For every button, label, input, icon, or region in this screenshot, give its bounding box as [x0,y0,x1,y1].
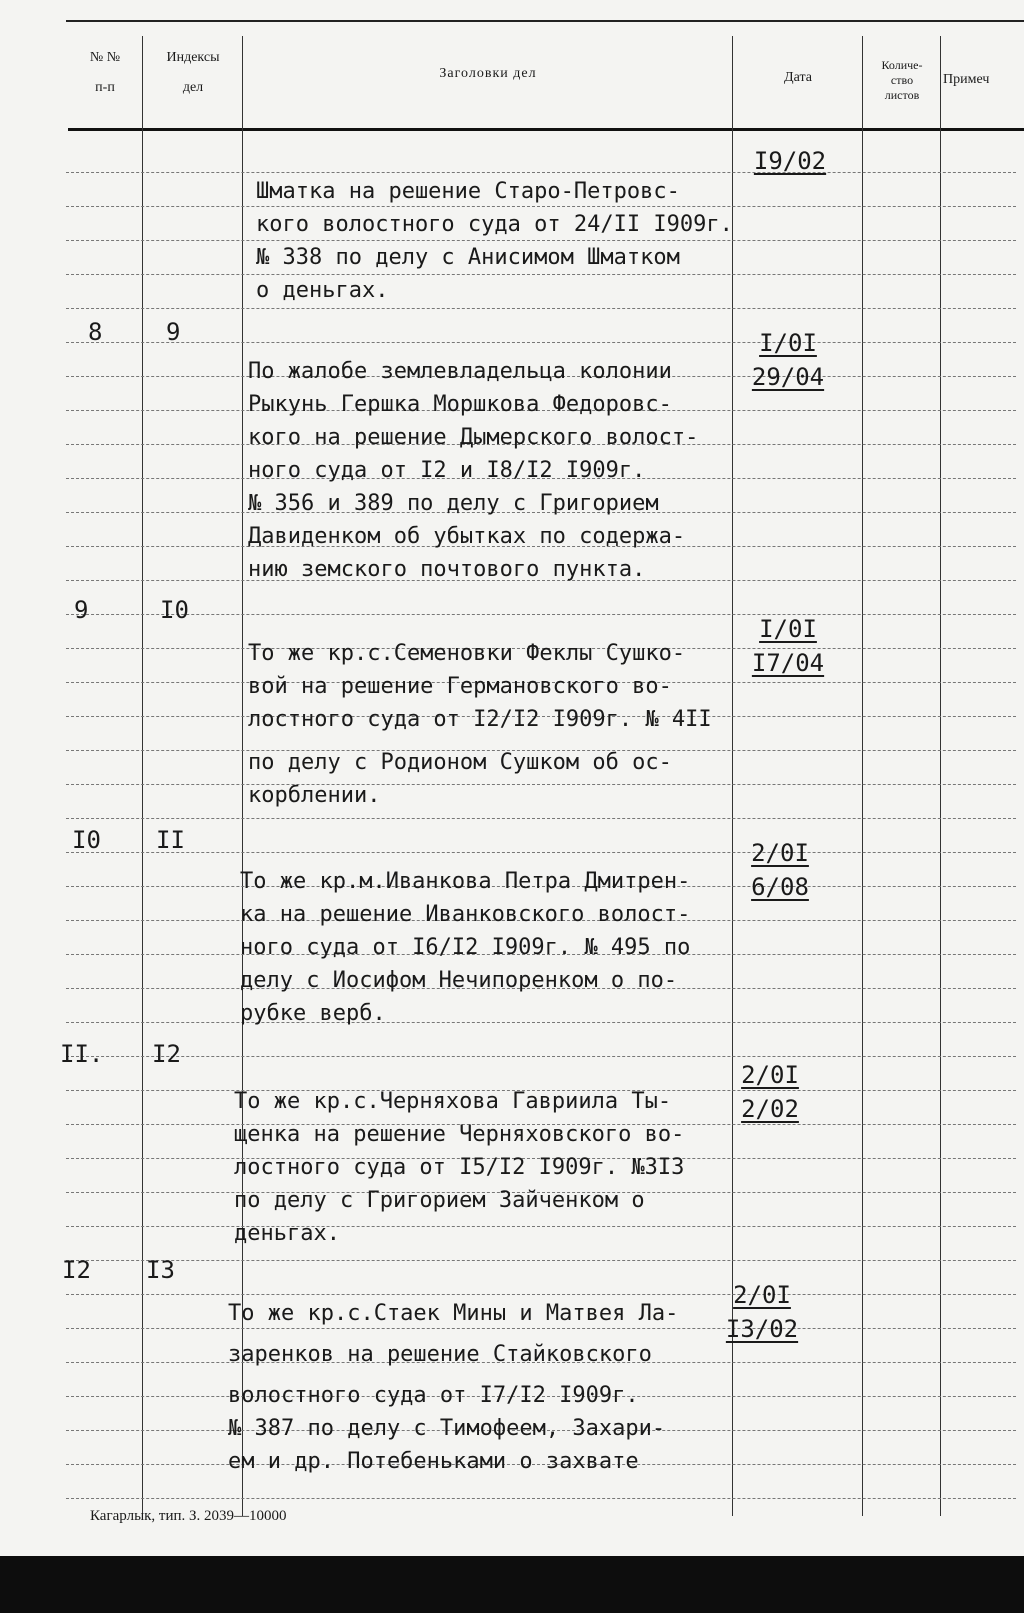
scan-edge [0,1556,1024,1613]
entry-line: Шматка на решение Старо-Петровс- [256,179,680,204]
entry-line: То же кр.с.Стаек Мины и Матвея Ла- [228,1301,679,1326]
header-col-count [862,36,941,128]
header-notes-text: Примеч [943,72,990,87]
entry-line: То же кр.м.Иванкова Петра Дмитрен- [240,869,691,894]
top-rule [66,20,1024,22]
header-num-line1: № № [89,50,121,65]
entry-line: По жалобе землевладельца колонии [248,359,672,384]
entry-title [248,604,712,845]
entry-number: 9 [74,596,89,624]
entry-dates [738,326,838,394]
date-start: 2/0I [733,1281,791,1309]
entry-title [240,832,690,1063]
entry-title [248,322,698,619]
entry-dates [740,144,840,178]
header-num-line2: п-п [95,80,115,95]
header-col-title [242,36,733,128]
date-end: 6/08 [751,873,809,901]
entry-dates [738,612,838,680]
entry-line: № 356 и 389 по делу с Григорием [248,491,659,516]
entry-line: щенка на решение Черняховского во- [234,1122,685,1147]
entry-line: нию земского почтового пункта. [248,557,646,582]
date-start: I/0I [759,329,817,357]
date-end: 2/02 [741,1095,799,1123]
entry-line: То же кр.с.Семеновки Феклы Сушко- [248,641,686,666]
entry-index: I2 [152,1040,181,1068]
entry-dates [720,1058,820,1126]
entry-line: ного суда от I2 и I8/I2 I909г. [248,458,646,483]
entry-line: № 338 по делу с Анисимом Шматком [256,245,680,270]
header-col-index [142,36,243,128]
entry-line: заренков на решение Стайковского [228,1342,652,1367]
entry-title [256,142,733,340]
header-date-text: Дата [784,70,812,85]
table-header [68,36,1024,131]
entry-line: делу с Иосифом Нечипоренком о по- [240,968,678,993]
entry-number: I2 [62,1256,91,1284]
entry-line: ем и др. Потебеньками о захвате [228,1449,639,1474]
header-count-line3: листов [884,88,920,102]
header-title-text: Заголовки дел [439,66,537,81]
entry-line: кого на решение Дымерского волост- [248,425,699,450]
entry-dates [730,836,830,904]
entry-line: Рыкунь Гершка Моршкова Федоровс- [248,392,672,417]
header-count-line1: Количе- [881,58,923,72]
date-end: I7/04 [751,649,825,677]
date-start: I/0I [759,615,817,643]
header-index-line2: дел [182,80,204,95]
entry-dates [712,1278,812,1346]
entry-line: № 387 по делу с Тимофеем, Захари- [228,1416,666,1441]
entry-line: рубке верб. [240,1001,386,1026]
header-col-date [732,36,863,128]
entry-line: вой на решение Германовского во- [248,674,672,699]
header-col-number [68,36,142,128]
date-end: I3/02 [725,1315,799,1343]
entry-index: I0 [160,596,189,624]
entry-number: 8 [88,318,103,346]
printer-footer: Кагарлык, тип. З. 2039—10000 [90,1508,287,1524]
entry-line: ка на решение Иванковского волост- [240,902,691,927]
entry-line: ного суда от I6/I2 I909г. № 495 по [240,935,691,960]
entry-line: волостного суда от I7/I2 I909г. [228,1383,639,1408]
entry-line: деньгах. [234,1221,340,1246]
entry-number: I0 [72,826,101,854]
entry-line: по делу с Григорием Зайченком о [234,1188,645,1213]
entry-title [228,1264,678,1511]
entry-line: лостного суда от I2/I2 I909г. № 4II [248,707,712,732]
header-index-line1: Индексы [166,50,220,65]
entry-index: II [156,826,185,854]
entry-line: лостного суда от I5/I2 I909г. №3I3 [234,1155,685,1180]
header-col-notes [940,36,1024,128]
date-start: 2/0I [751,839,809,867]
entry-line: по делу с Родионом Сушком об ос- [248,750,672,775]
entry-line: корблении. [248,783,381,808]
entry-index: 9 [166,318,181,346]
entry-title [234,1052,684,1283]
entry-number: II. [60,1040,104,1068]
date-start: 2/0I [741,1061,799,1089]
entry-line: Давиденком об убытках по содержа- [248,524,686,549]
date-start: I9/02 [753,147,827,175]
entry-index: I3 [146,1256,175,1284]
date-end: 29/04 [751,363,825,391]
header-count-line2: ство [890,73,914,87]
entry-line: о деньгах. [256,278,389,303]
entry-line: То же кр.с.Черняхова Гавриила Ты- [234,1089,672,1114]
entry-line: кого волостного суда от 24/II I909г. [256,212,733,237]
